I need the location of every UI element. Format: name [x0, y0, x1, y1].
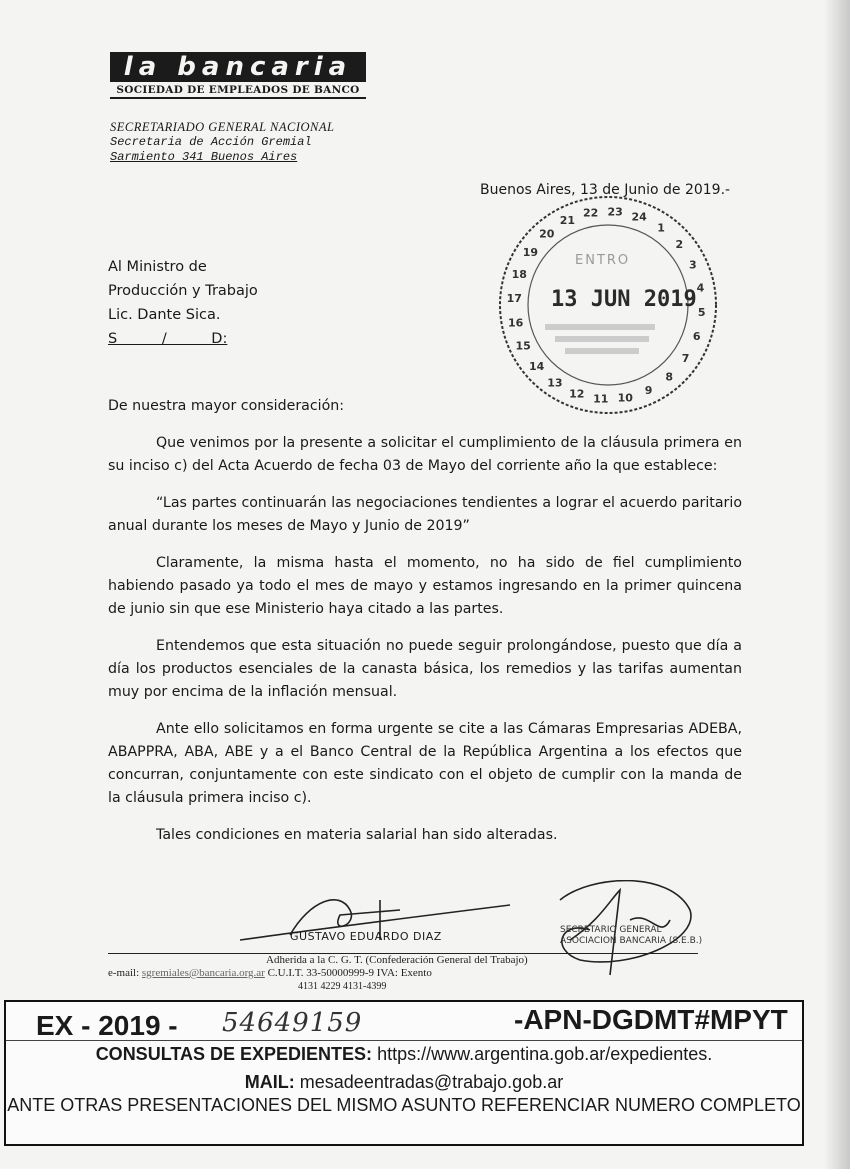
- salutation: De nuestra mayor consideración:: [108, 398, 345, 414]
- stamp-hour-number: 22: [583, 206, 599, 220]
- letterhead: [110, 120, 334, 165]
- stamp-hour-number: 9: [644, 383, 653, 397]
- consultas-url[interactable]: https://www.argentina.gob.ar/expedientes.: [377, 1044, 713, 1064]
- stamp-hour-number: 17: [506, 291, 522, 305]
- stamp-entry-label: ENTRO: [575, 253, 631, 268]
- scan-edge-shadow: [824, 0, 850, 1169]
- paragraph-6: Tales condiciones en materia salarial han sido alteradas.: [156, 827, 558, 843]
- paragraph-5: Ante ello solicitamos en forma urgente se cite a las Cámaras Empresarias ADEBA, ABAPPRA, ABA, ABE y a el Banco Central de la República Argentina a los efectos que concurran, conjuntamente con este sindicato con el objeto de cumplir con la manda de la cláusula primera inciso c).: [108, 721, 742, 806]
- stamp-hour-number: 8: [665, 370, 674, 384]
- stamp-hour-number: 18: [511, 267, 527, 281]
- stamp-hour-number: 6: [692, 330, 701, 344]
- stamp-hour-number: 21: [559, 214, 576, 228]
- addressee-line-2: Producción y Trabajo: [108, 283, 258, 299]
- letter-date: Buenos Aires, 13 de Junio de 2019.-: [480, 182, 731, 198]
- paragraph-4: Entendemos que esta situación no puede seguir prolongándose, puesto que día a día los productos esenciales de la canasta básica, los remedios y las tarifas aumentan muy por encima de la inflación mensual.: [108, 638, 742, 700]
- stamp-hour-number: 1: [657, 221, 665, 235]
- stamp-hour-number: 5: [697, 306, 706, 320]
- addressee-line-4: S / D:: [108, 331, 228, 347]
- signatory-right-title-2: ASOCIACION BANCARIA (S.E.B.): [560, 936, 703, 946]
- expediente-divider: [6, 1040, 802, 1041]
- expediente-number: 54649159: [222, 1008, 363, 1038]
- stamp-hour-number: 3: [688, 258, 697, 272]
- stamp-hour-number: 15: [515, 339, 531, 353]
- letterhead-line-1: SECRETARIADO GENERAL NACIONAL: [110, 120, 335, 134]
- logo-subtitle: SOCIEDAD DE EMPLEADOS DE BANCO: [110, 84, 366, 99]
- stamp-hour-number: 14: [529, 360, 545, 374]
- stamp-hour-number: 16: [507, 316, 524, 330]
- expediente-suffix: -APN-DGDMT#MPYT: [514, 1004, 788, 1035]
- paragraph-2: “Las partes continuarán las negociaciones tendientes a lograr el acuerdo paritario anual durante los meses de Mayo y Junio de 2019”: [108, 495, 742, 534]
- stamp-hour-number: 24: [631, 210, 647, 224]
- stamp-date: 13 JUN 2019: [551, 287, 697, 312]
- signatory-right-title-1: SECRETARIO GENERAL: [560, 925, 662, 935]
- mail-address[interactable]: mesadeentradas@trabajo.gob.ar: [299, 1072, 564, 1092]
- mail-line: [6, 1072, 802, 1093]
- addressee-line-3: Lic. Dante Sica.: [108, 307, 221, 323]
- footer-adherida: Adherida a la C. G. T. (Confederación General del Trabajo): [266, 954, 528, 966]
- expediente-box: [4, 1000, 804, 1146]
- stamp-hour-number: 20: [539, 227, 555, 241]
- footer-email-label: e-mail:: [108, 967, 140, 979]
- addressee-line-1: Al Ministro de: [108, 259, 207, 275]
- reception-stamp: [495, 192, 721, 418]
- paragraph-1: Que venimos por la presente a solicitar el cumplimiento de la cláusula primera en su inciso c) del Acta Acuerdo de fecha 03 de Mayo del corriente año la que establece:: [108, 435, 742, 474]
- footer-phones: 4131 4229 4131-4399: [298, 981, 387, 992]
- signatory-right: [560, 925, 702, 947]
- addressee-block: [108, 255, 258, 351]
- stamp-hour-number: 23: [607, 205, 623, 219]
- letterhead-line-2: Secretaria de Acción Gremial: [110, 135, 312, 149]
- stamp-hour-number: 7: [681, 352, 690, 366]
- letterhead-line-3: Sarmiento 341 Buenos Aires: [110, 150, 298, 164]
- footer-cuit: C.U.I.T. 33-50000999-9 IVA: Exento: [267, 967, 432, 979]
- signatory-left: [290, 930, 442, 943]
- footer-email-link[interactable]: sgremiales@bancaria.org.ar: [141, 967, 265, 979]
- union-logo: [110, 52, 366, 99]
- mail-label: MAIL:: [244, 1072, 295, 1092]
- footer-email-row: [108, 967, 528, 980]
- consultas-label: CONSULTAS DE EXPEDIENTES:: [95, 1044, 373, 1064]
- stamp-hour-number: 12: [569, 387, 585, 401]
- stamp-hour-number: 4: [696, 281, 705, 295]
- logo-wordmark: la bancaria: [110, 52, 366, 82]
- paragraph-3: Claramente, la misma hasta el momento, no ha sido de fiel cumplimiento habiendo pasado ya todo el mes de mayo y estamos ingresando en la primer quincena de junio sin que ese Ministerio haya citado a las partes.: [108, 555, 742, 617]
- footer-letterhead: [108, 954, 528, 993]
- consultas-line: [6, 1044, 802, 1065]
- stamp-hour-number: 10: [617, 391, 633, 405]
- expediente-prefix: EX - 2019 -: [36, 1010, 178, 1041]
- signatory-left-name: GUSTAVO EDUARDO DIAZ: [290, 930, 442, 943]
- stamp-hour-number: 11: [593, 392, 609, 406]
- stamp-hour-number: 19: [522, 245, 539, 259]
- reference-notice: ANTE OTRAS PRESENTACIONES DEL MISMO ASUNTO REFERENCIAR NUMERO COMPLETO: [7, 1095, 801, 1115]
- stamp-hour-number: 2: [675, 237, 684, 251]
- stamp-hour-number: 13: [547, 376, 563, 390]
